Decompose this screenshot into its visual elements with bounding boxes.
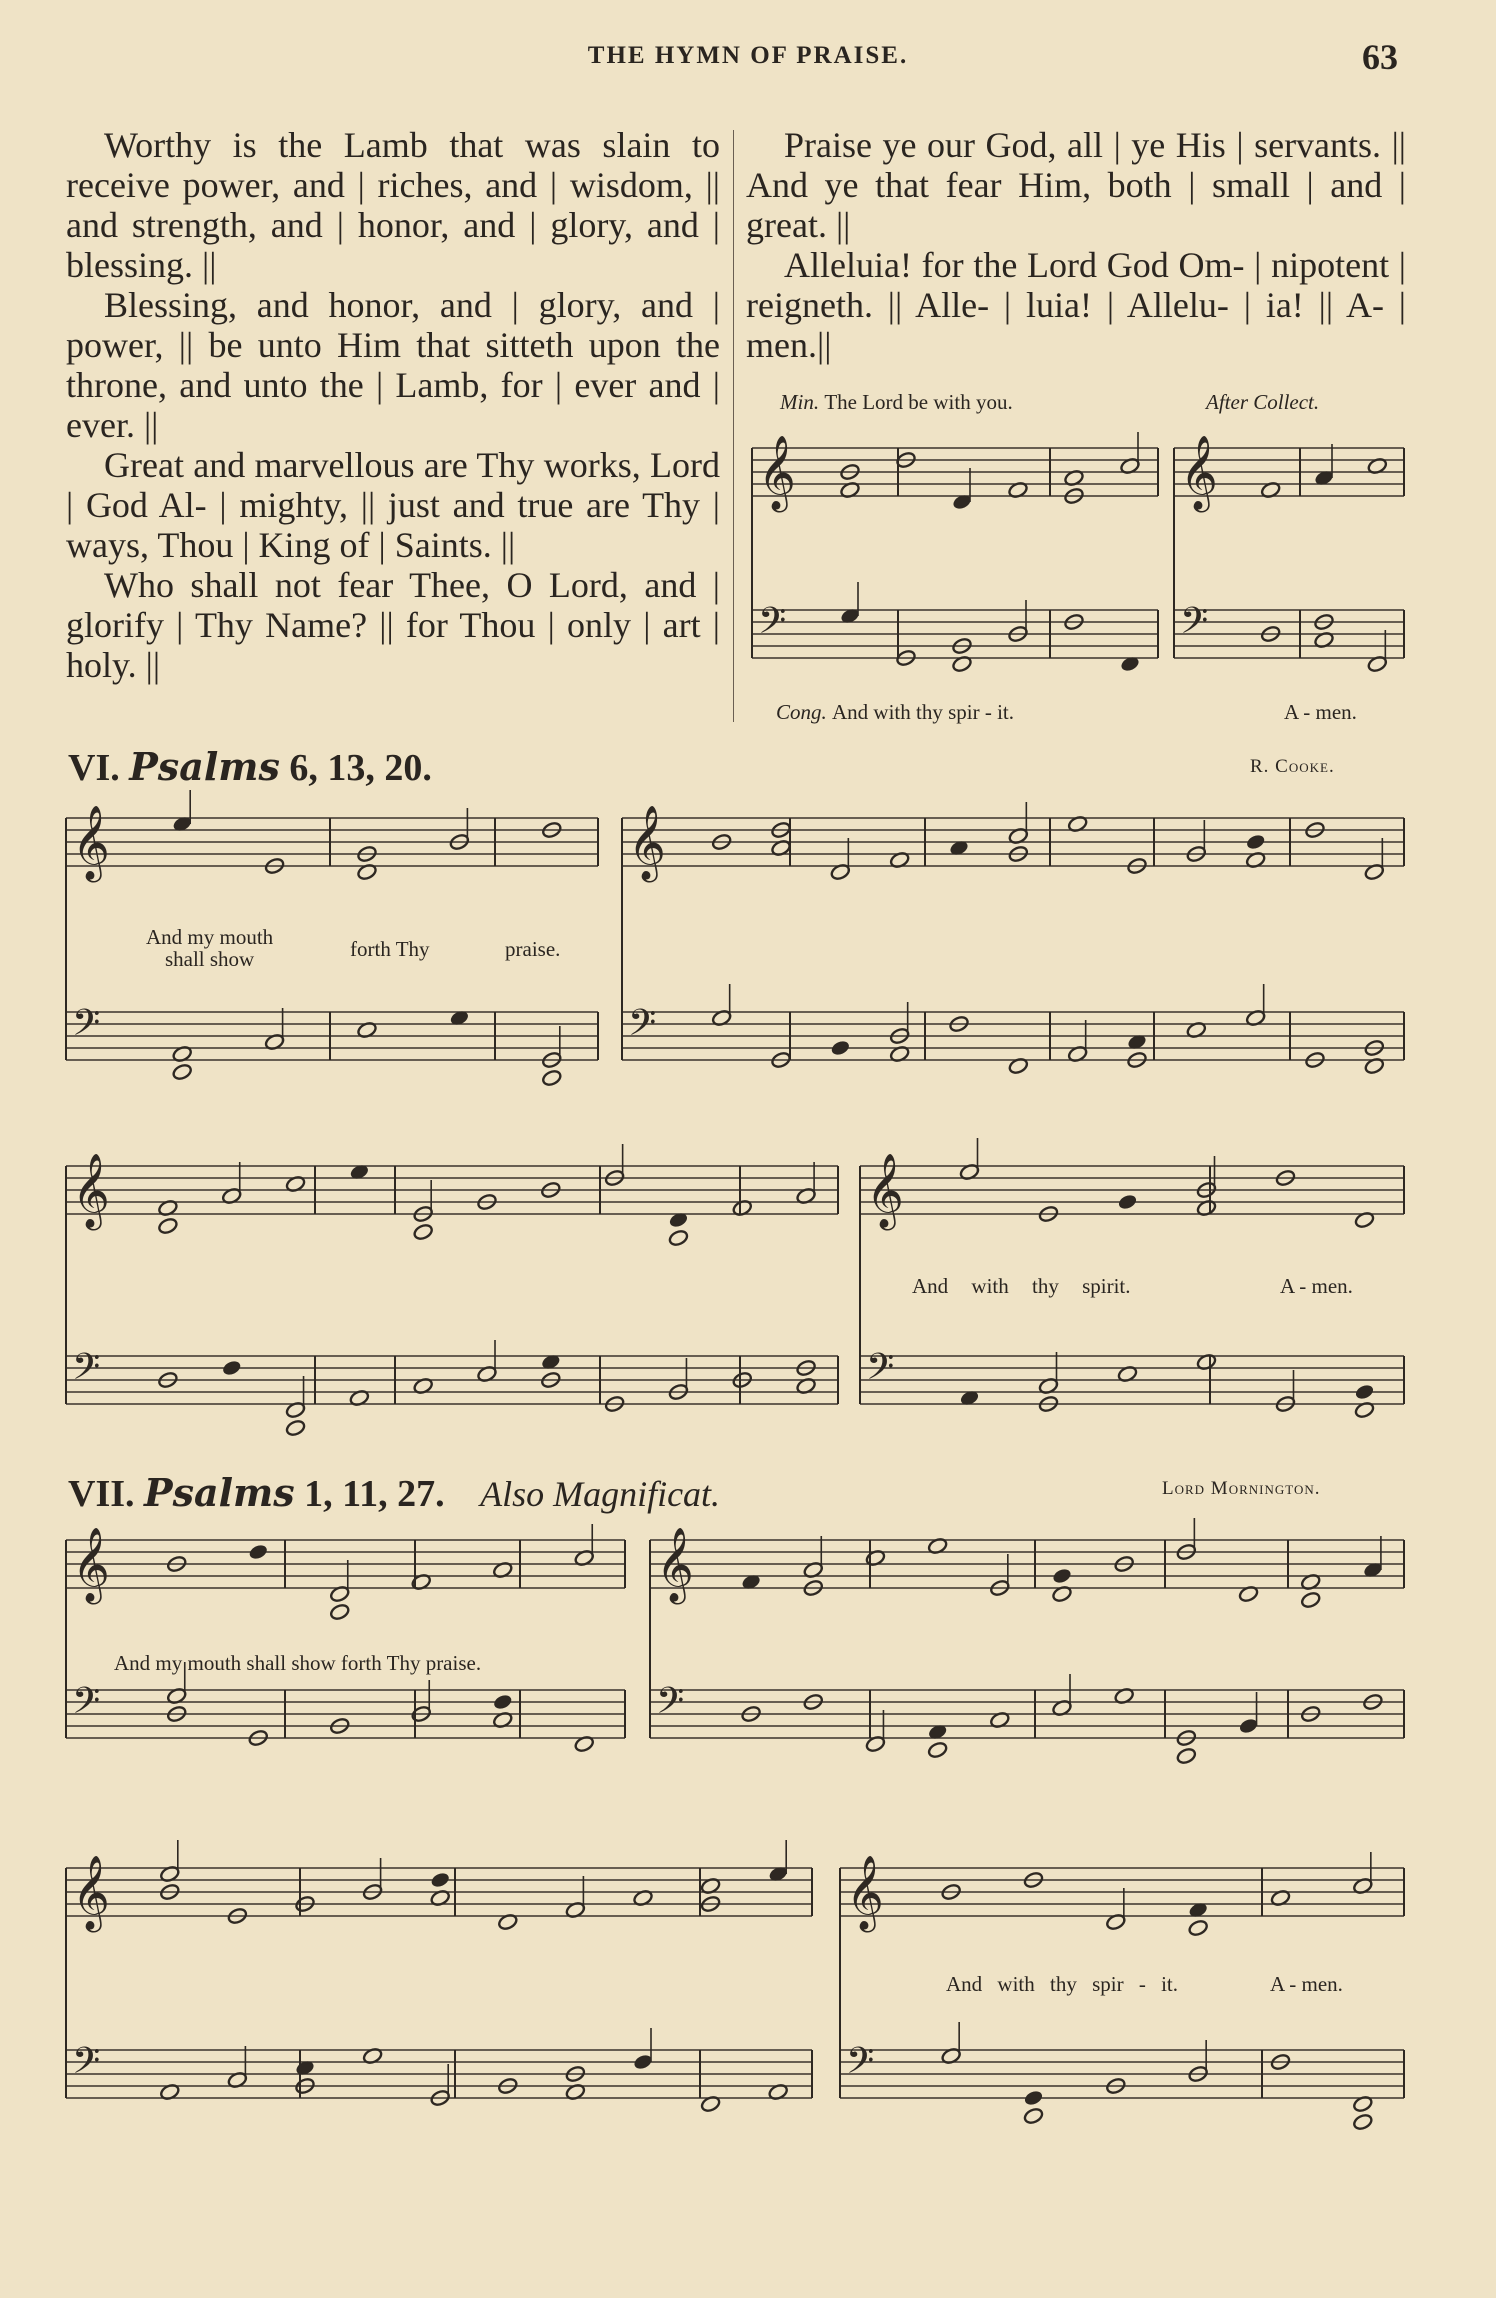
note-head [711,1009,732,1027]
note-head [1117,1365,1138,1383]
note-head [1176,1747,1197,1765]
bass-clef: 𝄢 [758,600,787,651]
note-head [565,2083,586,2101]
note-head [492,1693,513,1711]
verse-paragraph: Blessing, and honor, and | glory, and | power, || be unto Him that sitteth upon the throne, and unto the | Lamb, for | ever and | ever. || [66,285,720,445]
psalm-numbers: 1, 11, 27. [304,1473,445,1515]
section-numeral: VII. [68,1473,135,1515]
note-head [700,1895,721,1913]
note-head [632,1889,653,1907]
note-head [172,1045,193,1063]
note-head [1275,1169,1296,1187]
note-head [839,607,860,625]
note-head [166,1705,187,1723]
treble-clef: 𝄞 [866,1154,904,1228]
note-head [1126,1033,1147,1051]
note-head [1051,1567,1072,1585]
note-head [1008,827,1029,845]
verse-paragraph: Praise ye our God, all | ye His | servants. || And ye that fear Him, both | small | and | great. || [746,125,1406,245]
running-title: THE HYMN OF PRAISE. [587,42,909,69]
note-head [285,1175,306,1193]
note-head [1300,1705,1321,1723]
note-head [541,1051,562,1069]
note-head [1245,851,1266,869]
minister-text: The Lord be with you. [824,390,1013,414]
treble-clef: 𝄞 [758,436,796,510]
treble-clef: 𝄞 [628,806,666,880]
column-divider [733,130,734,722]
note-head [172,1063,193,1081]
note-head [795,1377,816,1395]
note-head [227,2071,248,2089]
note-head [159,2083,180,2101]
note-head [1196,1199,1217,1217]
vii-response-lyric: And with thy spir - it. [946,1972,1178,1996]
note-head [221,1359,242,1377]
note-head [1354,1211,1375,1229]
note-head [830,1039,851,1057]
note-head [1063,613,1084,631]
lyric-line: And my mouth [146,925,274,949]
note-head [1238,1585,1259,1603]
note-head [1117,1193,1138,1211]
note-head [1354,1383,1375,1401]
note-head [157,1217,178,1235]
note-head [989,1711,1010,1729]
note-head [476,1365,497,1383]
versicle-minister [780,390,1013,415]
note-head [362,1883,383,1901]
note-head [1105,2077,1126,2095]
note-head [989,1579,1010,1597]
note-head [349,1163,370,1181]
note-head [541,1069,562,1087]
note-head [497,2077,518,2095]
note-head [951,637,972,655]
note-head [1126,1051,1147,1069]
note-head [329,1603,350,1621]
verse-paragraph: Great and marvellous are Thy works, Lord | God Al- | mighty, || just and true are Thy | ways, Thou | King of | Saints. || [66,445,720,565]
note-head [285,1419,306,1437]
note-head [1187,2065,1208,2083]
note-head [1354,1401,1375,1419]
note-head [565,2065,586,2083]
note-head [940,2047,961,2065]
note-head [411,1705,432,1723]
note-head [329,1585,350,1603]
note-head [865,1549,886,1567]
note-head [294,2077,315,2095]
note-head [349,1389,370,1407]
note-head [740,1573,761,1591]
note-head [959,1163,980,1181]
section-vii-composer: Lord Mornington. [1162,1478,1321,1499]
section-vi-composer: R. Cooke. [1250,756,1335,777]
note-head [732,1199,753,1217]
note-head [1196,1181,1217,1199]
psalms-word: Psalms [144,1470,295,1515]
note-head [1196,1353,1217,1371]
note-head [540,1371,561,1389]
note-head [803,1579,824,1597]
note-head [795,1359,816,1377]
note-head [951,493,972,511]
note-head [412,1205,433,1223]
bass-clef: 𝄢 [72,1680,101,1731]
note-head [166,1555,187,1573]
note-head [1038,1395,1059,1413]
vi-response-lyric: And with thy spirit. [912,1274,1131,1298]
note-head [1176,1729,1197,1747]
note-head [732,1371,753,1389]
note-head [865,1735,886,1753]
verse-paragraph: Who shall not fear Thee, O Lord, and | glorify | Thy Name? || for Thou | only | art | holy. || [66,565,720,685]
note-head [1023,2107,1044,2125]
note-head [1067,815,1088,833]
note-head [159,1883,180,1901]
note-head [1126,857,1147,875]
note-head [1270,1889,1291,1907]
note-head [1113,1687,1134,1705]
note-head [1023,2089,1044,2107]
note-head [768,1865,789,1883]
note-head [248,1729,269,1747]
note-head [1038,1377,1059,1395]
after-collect-label: After Collect. [1206,390,1320,414]
note-head [1245,833,1266,851]
minister-label: Min. [780,390,820,414]
note-head [227,1907,248,1925]
note-head [430,1889,451,1907]
note-head [1051,1699,1072,1717]
bass-clef: 𝄢 [1180,600,1209,651]
note-head [1367,457,1388,475]
note-head [948,839,969,857]
note-head [1364,1057,1385,1075]
note-head [668,1383,689,1401]
note-head [1304,821,1325,839]
note-head [449,1009,470,1027]
note-head [356,863,377,881]
vii-intonation-lyric: And my mouth shall show forth Thy praise. [114,1651,482,1675]
note-head [1260,481,1281,499]
note-head [1063,469,1084,487]
note-head [356,1021,377,1039]
bass-clef: 𝄢 [656,1680,685,1731]
note-head [412,1377,433,1395]
note-head [1023,1871,1044,1889]
note-head [940,1883,961,1901]
note-head [1245,1009,1266,1027]
note-head [1313,469,1334,487]
note-head [1119,457,1140,475]
note-head [430,1871,451,1889]
vii-amen-lyric: A - men. [1270,1972,1343,1996]
bass-clef: 𝄢 [628,1002,657,1053]
note-head [476,1193,497,1211]
note-head [1367,655,1388,673]
note-head [1352,1877,1373,1895]
page-number: 63 [1362,37,1398,77]
intonation-lyric-a [146,926,273,970]
note-head [889,1045,910,1063]
note-head [362,2047,383,2065]
treble-clef: 𝄞 [72,1154,110,1228]
note-head [1238,1717,1259,1735]
note-head [492,1561,513,1579]
note-head [1119,655,1140,673]
note-head [1008,1057,1029,1075]
note-head [830,863,851,881]
note-head [166,1687,187,1705]
note-head [948,1015,969,1033]
treble-clef: 𝄞 [846,1856,884,1930]
note-head [157,1199,178,1217]
note-head [221,1187,242,1205]
right-text-column [746,125,1406,365]
note-head [356,845,377,863]
note-head [1105,1913,1126,1931]
note-head [294,2059,315,2077]
note-head [1304,1051,1325,1069]
note-head [1313,631,1334,649]
note-head [565,1901,586,1919]
bass-clef: 𝄢 [72,2040,101,2091]
note-head [1187,1901,1208,1919]
treble-clef: 𝄞 [72,1856,110,1930]
note-head [1362,1693,1383,1711]
note-head [770,839,791,857]
bass-clef: 𝄢 [846,2040,875,2091]
note-head [1063,487,1084,505]
note-head [895,649,916,667]
note-head [889,1027,910,1045]
intonation-lyric-c: forth Thy [350,937,430,961]
note-head [157,1371,178,1389]
note-head [951,655,972,673]
section-vii-heading [68,1470,720,1516]
note-head [1038,1205,1059,1223]
note-head [449,833,470,851]
lyric-line: shall show [164,947,255,971]
vi-amen-lyric: A - men. [1280,1274,1353,1298]
note-head [492,1711,513,1729]
cong-text: And with thy spir - it. [832,700,1015,724]
note-head [1275,1395,1296,1413]
note-head [1007,481,1028,499]
note-head [927,1723,948,1741]
note-head [668,1229,689,1247]
note-head [1270,2053,1291,2071]
note-head [668,1211,689,1229]
note-head [1186,1021,1207,1039]
treble-clef: 𝄞 [1180,436,1218,510]
treble-clef: 𝄞 [656,1528,694,1602]
note-head [1008,845,1029,863]
note-head [770,1051,791,1069]
note-head [1007,625,1028,643]
note-head [1364,1039,1385,1057]
left-text-column [66,125,720,685]
note-head [768,2083,789,2101]
note-head [574,1735,595,1753]
intonation-lyric-d: praise. [505,937,561,961]
note-head [711,833,732,851]
note-head [540,1181,561,1199]
note-head [1176,1543,1197,1561]
note-head [264,1033,285,1051]
bass-clef: 𝄢 [72,1346,101,1397]
note-head [803,1561,824,1579]
note-head [770,821,791,839]
note-head [172,815,193,833]
note-head [412,1223,433,1241]
note-head [795,1187,816,1205]
note-head [411,1573,432,1591]
versicle-congregation [776,700,1014,725]
note-head [1313,613,1334,631]
note-head [1364,863,1385,881]
note-head [1352,2113,1373,2131]
note-head [1300,1573,1321,1591]
note-head [574,1549,595,1567]
note-head [1187,1919,1208,1937]
bass-clef: 𝄢 [866,1346,895,1397]
note-head [1186,845,1207,863]
note-head [803,1693,824,1711]
note-head [1260,625,1281,643]
note-head [1300,1591,1321,1609]
also-magnificat: Also Magnificat. [480,1474,721,1514]
note-head [700,1877,721,1895]
note-head [1352,2095,1373,2113]
note-head [294,1895,315,1913]
versicle-amen: A - men. [1284,700,1357,724]
note-head [604,1169,625,1187]
psalms-word: Psalms [129,744,280,789]
note-head [889,851,910,869]
note-head [540,1353,561,1371]
note-head [604,1395,625,1413]
note-head [1113,1555,1134,1573]
note-head [264,857,285,875]
treble-clef: 𝄞 [72,806,110,880]
note-head [632,2053,653,2071]
psalm-numbers: 6, 13, 20. [289,747,432,789]
note-head [248,1543,269,1561]
note-head [1051,1585,1072,1603]
note-head [927,1537,948,1555]
note-head [1067,1045,1088,1063]
note-head [959,1389,980,1407]
bass-clef: 𝄢 [72,1002,101,1053]
cong-label: Cong. [776,700,827,724]
section-numeral: VI. [68,747,120,789]
treble-clef: 𝄞 [72,1528,110,1602]
note-head [1362,1561,1383,1579]
section-vi-heading [68,744,432,790]
note-head [839,463,860,481]
note-head [497,1913,518,1931]
note-head [700,2095,721,2113]
note-head [895,451,916,469]
note-head [329,1717,350,1735]
verse-paragraph: Worthy is the Lamb that was slain to receive power, and | riches, and | wisdom, || and strength, and | honor, and | glory, and | blessing. || [66,125,720,285]
note-head [927,1741,948,1759]
note-head [285,1401,306,1419]
note-head [159,1865,180,1883]
note-head [541,821,562,839]
note-head [430,2089,451,2107]
note-head [839,481,860,499]
verse-paragraph: Alleluia! for the Lord God Om- | nipotent | reigneth. || Alle- | luia! | Allelu- | ia! || A- | men.|| [746,245,1406,365]
note-head [740,1705,761,1723]
